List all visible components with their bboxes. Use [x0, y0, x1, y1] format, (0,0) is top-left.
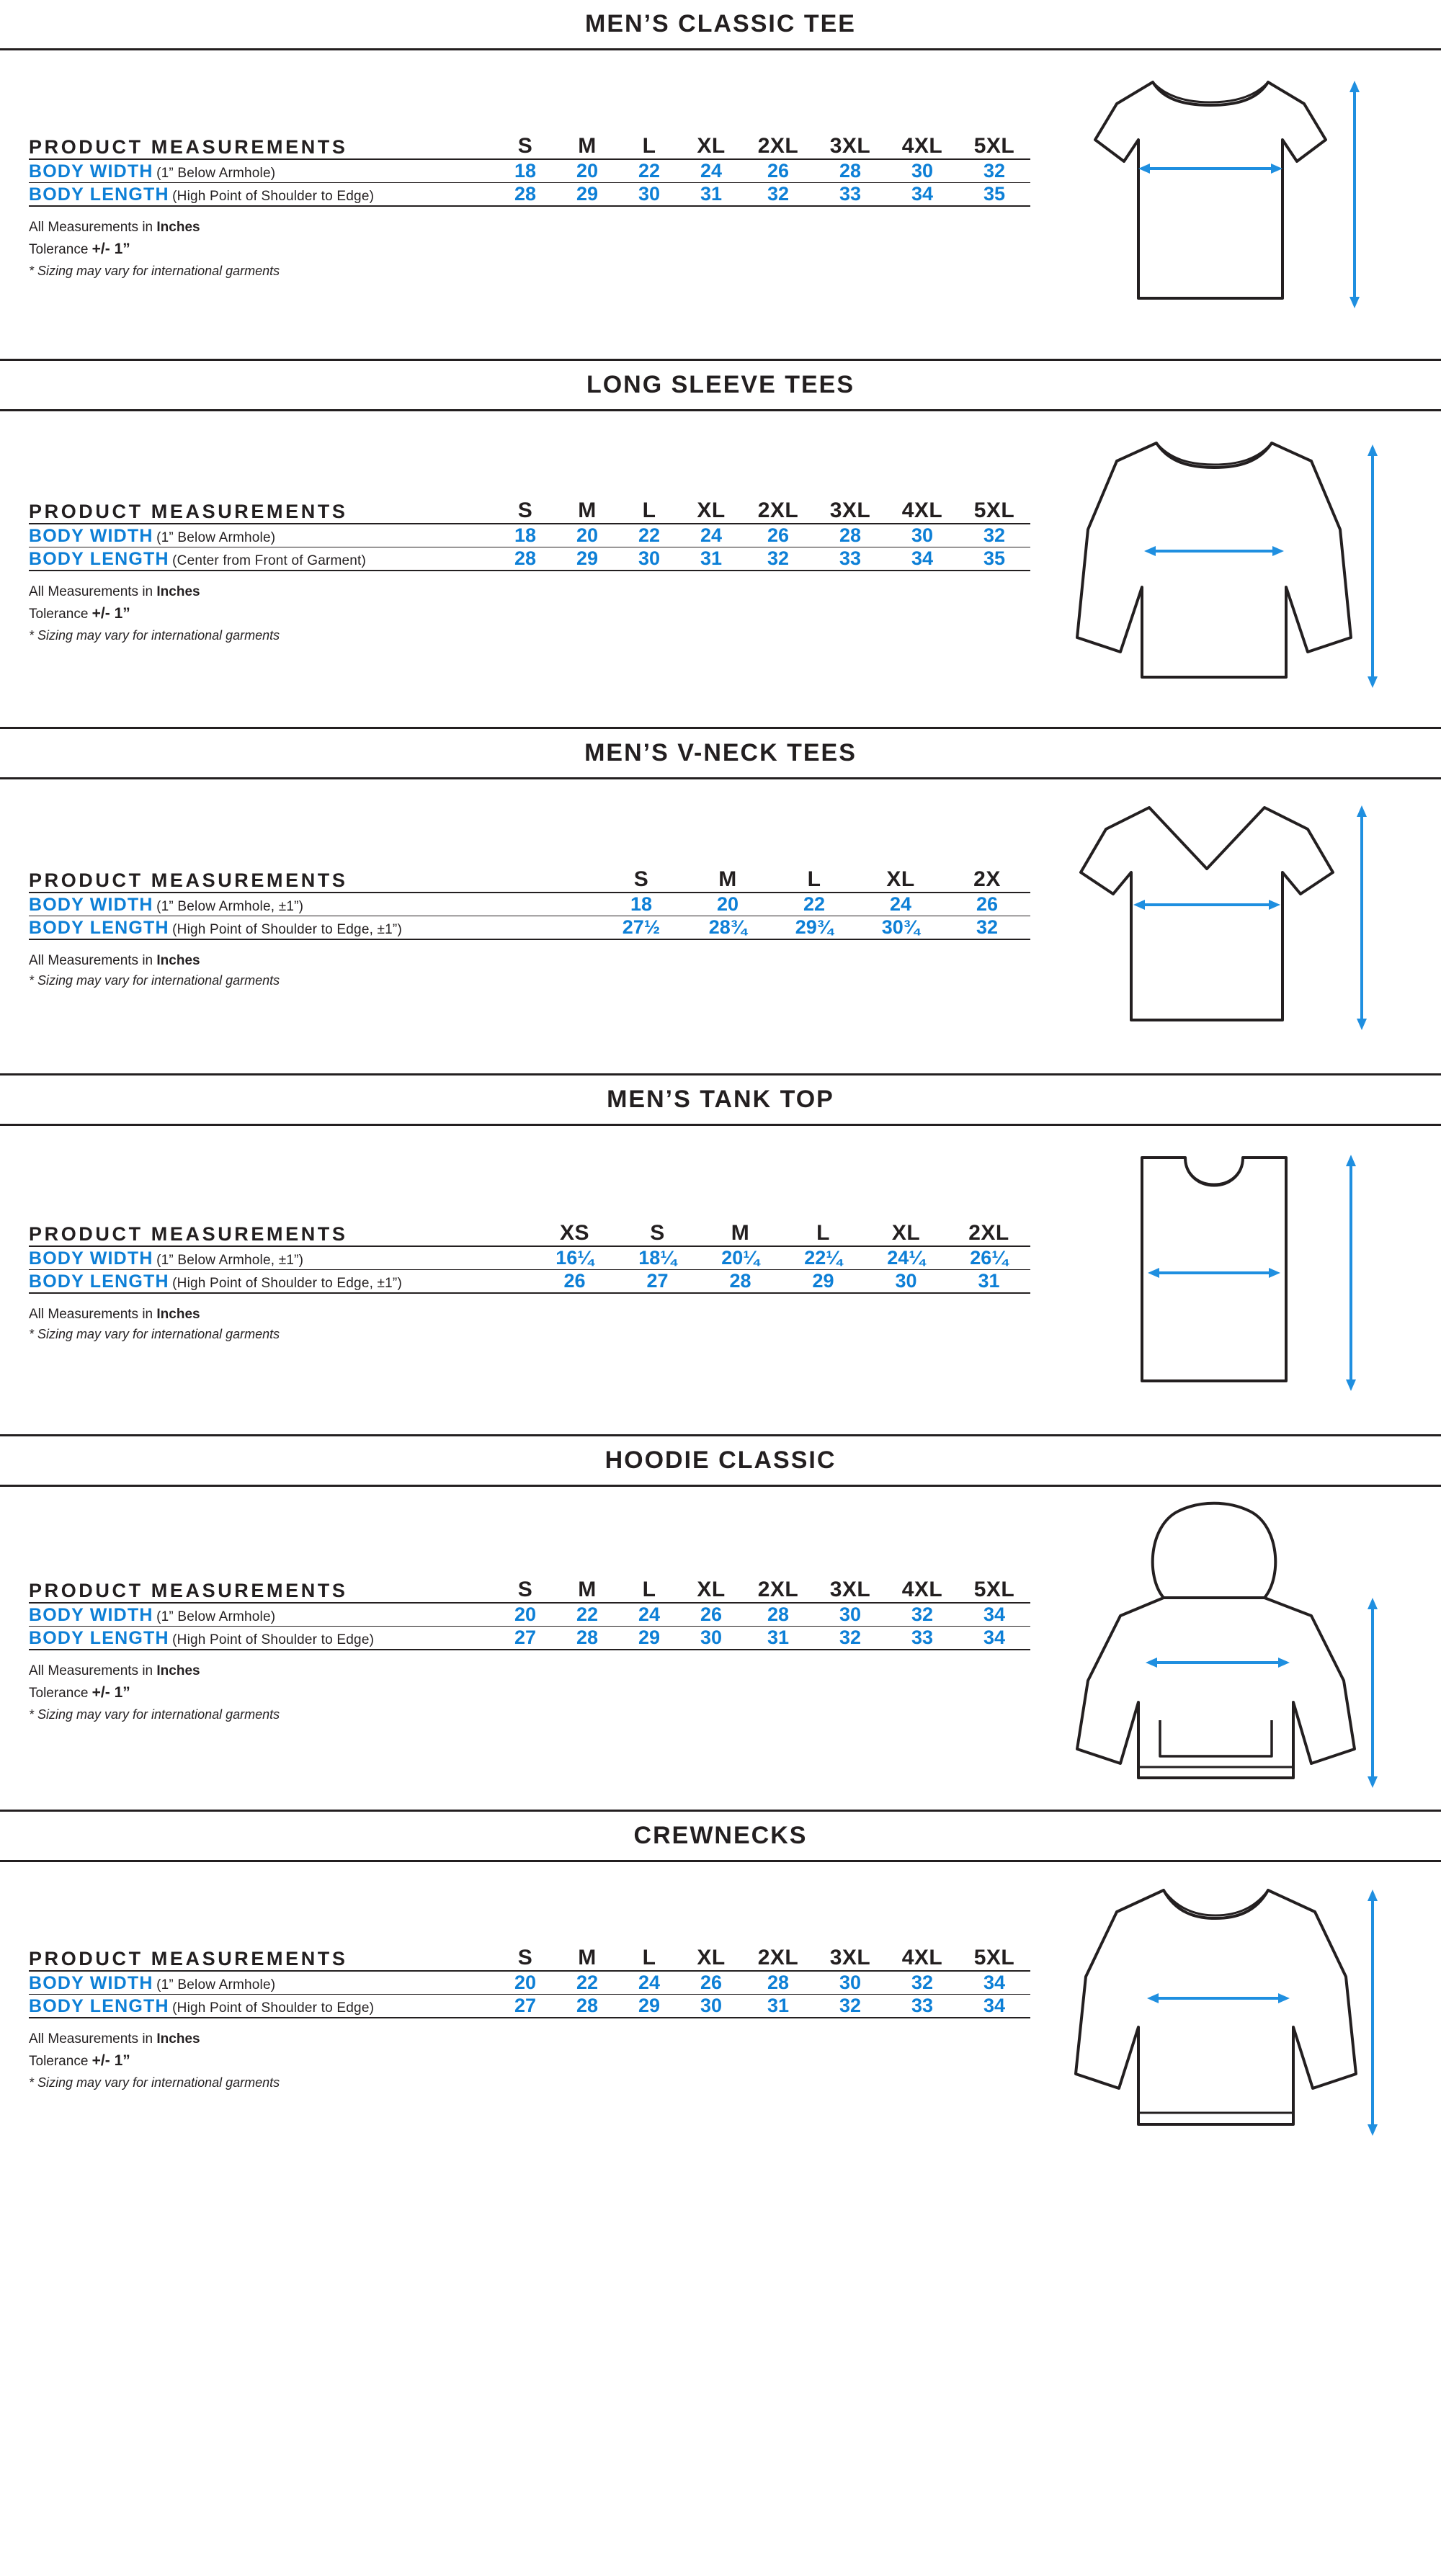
cell-value: 31: [680, 547, 742, 571]
cell-value: 22: [618, 524, 680, 547]
measurement-table: [29, 134, 1030, 207]
header-size-2xl: 2XL: [947, 1221, 1030, 1246]
cell-value: 24: [618, 1603, 680, 1627]
table-header-row: [29, 1946, 1030, 1971]
header-size-l: L: [782, 1221, 865, 1246]
garment-illustration-tank-top: [1030, 1126, 1441, 1434]
header-size-m: M: [556, 498, 618, 524]
header-size-4xl: 4XL: [886, 498, 958, 524]
long-sleeve-tee-icon: [1059, 421, 1391, 717]
cell-value: 27: [616, 1269, 699, 1293]
garment-illustration-long-sleeve-tee: [1030, 411, 1441, 727]
cell-value: 20: [684, 893, 771, 916]
header-size-4xl: 4XL: [886, 1578, 958, 1603]
cell-value: 30: [814, 1971, 886, 1995]
cell-value: 31: [680, 182, 742, 206]
cell-value: 26: [680, 1971, 742, 1995]
measurement-table-container: [0, 411, 1030, 727]
cell-value: 30: [886, 159, 958, 183]
cell-value: 28: [494, 182, 556, 206]
section-title: LONG SLEEVE TEES: [0, 361, 1441, 411]
header-size-s: S: [494, 1946, 556, 1971]
row-note: (High Point of Shoulder to Edge): [172, 188, 375, 204]
crewneck-icon: [1056, 1872, 1394, 2160]
cell-value: 28: [699, 1269, 782, 1293]
section-title: HOODIE CLASSIC: [0, 1436, 1441, 1487]
cell-value: 32: [742, 182, 814, 206]
cell-value: 30: [865, 1269, 947, 1293]
section-hoodie-classic: [0, 1434, 1441, 1810]
header-size-m: M: [684, 867, 771, 893]
header-size-s: S: [494, 134, 556, 159]
cell-value: 27½: [598, 916, 684, 939]
note-disclaimer: * Sizing may vary for international garments: [29, 1327, 280, 1342]
row-name: BODY WIDTH: [29, 894, 153, 915]
header-size-2xl: 2XL: [742, 1946, 814, 1971]
cell-value: 29: [556, 547, 618, 571]
table-row: [29, 1269, 1030, 1293]
cell-value: 24: [680, 524, 742, 547]
row-label-body-length: [29, 1626, 494, 1650]
header-size-s: S: [494, 1578, 556, 1603]
cell-value: 31: [742, 1994, 814, 2018]
cell-value: 24: [680, 159, 742, 183]
notes-block: [29, 207, 1030, 282]
section-title: MEN’S CLASSIC TEE: [0, 0, 1441, 50]
cell-value: 26: [680, 1603, 742, 1627]
garment-illustration-short-sleeve-tee: [1030, 50, 1441, 359]
row-label-body-length: [29, 916, 598, 939]
header-size-s: S: [598, 867, 684, 893]
note-tolerance: Tolerance +/- 1”: [29, 605, 130, 622]
cell-value: 28: [556, 1994, 618, 2018]
cell-value: 22: [556, 1603, 618, 1627]
note-units: All Measurements in Inches: [29, 1663, 200, 1678]
header-size-m: M: [699, 1221, 782, 1246]
header-size-xs: XS: [533, 1221, 616, 1246]
measurement-table: [29, 1221, 1030, 1294]
row-label-body-length: [29, 182, 494, 206]
row-name: BODY LENGTH: [29, 1271, 169, 1292]
row-name: BODY LENGTH: [29, 917, 169, 938]
table-header-row: [29, 1221, 1030, 1246]
header-product-measurements: PRODUCT MEASUREMENTS: [29, 1946, 494, 1971]
cell-value: 28: [814, 159, 886, 183]
row-label-body-width: [29, 1603, 494, 1627]
cell-value: 32: [958, 524, 1030, 547]
header-size-2x: 2X: [944, 867, 1030, 893]
header-size-l: L: [618, 1578, 680, 1603]
cell-value: 33: [814, 182, 886, 206]
row-note: (1” Below Armhole): [156, 1609, 276, 1624]
cell-value: 31: [947, 1269, 1030, 1293]
header-size-s: S: [616, 1221, 699, 1246]
header-size-m: M: [556, 1946, 618, 1971]
cell-value: 33: [886, 1994, 958, 2018]
note-disclaimer: * Sizing may vary for international garments: [29, 263, 280, 278]
note-disclaimer: * Sizing may vary for international garments: [29, 627, 280, 643]
cell-value: 27: [494, 1994, 556, 2018]
cell-value: 18: [494, 524, 556, 547]
header-size-xl: XL: [680, 1578, 742, 1603]
header-size-5xl: 5XL: [958, 1946, 1030, 1971]
header-size-5xl: 5XL: [958, 498, 1030, 524]
measurement-table-container: [0, 1126, 1030, 1434]
cell-value: 24: [618, 1971, 680, 1995]
row-name: BODY LENGTH: [29, 1995, 169, 2016]
cell-value: 34: [958, 1626, 1030, 1650]
header-product-measurements: PRODUCT MEASUREMENTS: [29, 134, 494, 159]
header-size-l: L: [618, 498, 680, 524]
header-product-measurements: PRODUCT MEASUREMENTS: [29, 867, 598, 893]
garment-illustration-crewneck: [1030, 1862, 1441, 2170]
cell-value: 18¼: [616, 1246, 699, 1270]
note-units: All Measurements in Inches: [29, 219, 200, 235]
row-name: BODY LENGTH: [29, 1627, 169, 1648]
garment-illustration-v-neck-tee: [1030, 779, 1441, 1073]
cell-value: 29: [782, 1269, 865, 1293]
cell-value: 22: [556, 1971, 618, 1995]
cell-value: 34: [886, 182, 958, 206]
row-label-body-length: [29, 547, 494, 571]
header-product-measurements: PRODUCT MEASUREMENTS: [29, 1221, 533, 1246]
row-note: (High Point of Shoulder to Edge): [172, 1632, 375, 1647]
notes-block: [29, 1294, 1030, 1345]
header-product-measurements: PRODUCT MEASUREMENTS: [29, 498, 494, 524]
cell-value: 32: [814, 1626, 886, 1650]
cell-value: 16¼: [533, 1246, 616, 1270]
header-size-2xl: 2XL: [742, 498, 814, 524]
row-label-body-length: [29, 1269, 533, 1293]
note-disclaimer: * Sizing may vary for international garments: [29, 2075, 280, 2090]
row-label-body-width: [29, 893, 598, 916]
notes-block: [29, 1650, 1030, 1725]
cell-value: 28: [742, 1603, 814, 1627]
row-name: BODY WIDTH: [29, 161, 153, 182]
measurement-table: [29, 1578, 1030, 1650]
table-header-row: [29, 867, 1030, 893]
header-size-3xl: 3XL: [814, 498, 886, 524]
cell-value: 29: [618, 1994, 680, 2018]
cell-value: 28: [494, 547, 556, 571]
row-name: BODY WIDTH: [29, 1604, 153, 1625]
header-size-5xl: 5XL: [958, 1578, 1030, 1603]
cell-value: 33: [886, 1626, 958, 1650]
cell-value: 34: [958, 1603, 1030, 1627]
cell-value: 22¼: [782, 1246, 865, 1270]
cell-value: 18: [494, 159, 556, 183]
table-row: [29, 547, 1030, 571]
section-mens-classic-tee: [0, 0, 1441, 359]
cell-value: 18: [598, 893, 684, 916]
table-row: [29, 1246, 1030, 1270]
row-note: (High Point of Shoulder to Edge, ±1”): [172, 921, 402, 937]
notes-block: [29, 2018, 1030, 2093]
cell-value: 32: [886, 1971, 958, 1995]
cell-value: 34: [958, 1994, 1030, 2018]
measurement-table-container: [0, 1487, 1030, 1810]
row-note: (1” Below Armhole): [156, 165, 276, 181]
cell-value: 32: [814, 1994, 886, 2018]
note-disclaimer: * Sizing may vary for international garments: [29, 973, 280, 988]
table-row: [29, 1971, 1030, 1995]
cell-value: 30¾: [857, 916, 944, 939]
short-sleeve-tee-icon: [1066, 61, 1383, 349]
row-label-body-width: [29, 1246, 533, 1270]
cell-value: 20: [494, 1603, 556, 1627]
cell-value: 30: [814, 1603, 886, 1627]
header-size-xl: XL: [680, 134, 742, 159]
table-row: [29, 1994, 1030, 2018]
row-label-body-length: [29, 1994, 494, 2018]
notes-block: [29, 940, 1030, 991]
notes-block: [29, 571, 1030, 646]
table-row: [29, 1626, 1030, 1650]
row-name: BODY LENGTH: [29, 548, 169, 569]
cell-value: 26: [742, 159, 814, 183]
section-long-sleeve-tees: [0, 359, 1441, 727]
measurement-table-container: [0, 1862, 1030, 2170]
cell-value: 20: [556, 524, 618, 547]
cell-value: 32: [742, 547, 814, 571]
hoodie-icon: [1056, 1497, 1394, 1799]
note-disclaimer: * Sizing may vary for international garments: [29, 1707, 280, 1722]
header-size-2xl: 2XL: [742, 134, 814, 159]
measurement-table: [29, 1946, 1030, 2018]
header-size-4xl: 4XL: [886, 134, 958, 159]
cell-value: 30: [618, 547, 680, 571]
table-row: [29, 1603, 1030, 1627]
table-row: [29, 182, 1030, 206]
section-title: CREWNECKS: [0, 1812, 1441, 1862]
cell-value: 27: [494, 1626, 556, 1650]
row-name: BODY LENGTH: [29, 184, 169, 205]
header-size-xl: XL: [857, 867, 944, 893]
header-size-2xl: 2XL: [742, 1578, 814, 1603]
measurement-table: [29, 498, 1030, 571]
cell-value: 24¼: [865, 1246, 947, 1270]
header-size-4xl: 4XL: [886, 1946, 958, 1971]
table-row: [29, 159, 1030, 183]
header-size-l: L: [618, 1946, 680, 1971]
header-size-m: M: [556, 134, 618, 159]
cell-value: 35: [958, 182, 1030, 206]
measurement-table-container: [0, 50, 1030, 359]
row-note: (High Point of Shoulder to Edge, ±1”): [172, 1275, 402, 1291]
header-size-l: L: [618, 134, 680, 159]
table-header-row: [29, 1578, 1030, 1603]
measurement-table: [29, 867, 1030, 940]
header-size-3xl: 3XL: [814, 1946, 886, 1971]
note-units: All Measurements in Inches: [29, 952, 200, 968]
row-note: (High Point of Shoulder to Edge): [172, 2000, 375, 2016]
table-row: [29, 893, 1030, 916]
v-neck-tee-icon: [1056, 790, 1394, 1063]
note-units: All Measurements in Inches: [29, 1306, 200, 1322]
header-size-3xl: 3XL: [814, 134, 886, 159]
section-mens-tank-top: [0, 1073, 1441, 1434]
row-note: (1” Below Armhole): [156, 1977, 276, 1993]
section-crewnecks: [0, 1810, 1441, 2170]
row-label-body-width: [29, 1971, 494, 1995]
header-size-xl: XL: [680, 498, 742, 524]
cell-value: 26: [742, 524, 814, 547]
cell-value: 28: [742, 1971, 814, 1995]
cell-value: 28: [814, 524, 886, 547]
note-units: All Measurements in Inches: [29, 2031, 200, 2047]
cell-value: 35: [958, 547, 1030, 571]
table-header-row: [29, 498, 1030, 524]
table-row: [29, 916, 1030, 939]
row-name: BODY WIDTH: [29, 525, 153, 546]
cell-value: 22: [618, 159, 680, 183]
measurement-table-container: [0, 779, 1030, 1073]
cell-value: 32: [958, 159, 1030, 183]
header-size-xl: XL: [680, 1946, 742, 1971]
row-name: BODY WIDTH: [29, 1248, 153, 1269]
section-title: MEN’S V-NECK TEES: [0, 729, 1441, 779]
cell-value: 29¾: [771, 916, 857, 939]
cell-value: 24: [857, 893, 944, 916]
section-mens-v-neck-tees: [0, 727, 1441, 1073]
cell-value: 26¼: [947, 1246, 1030, 1270]
header-size-5xl: 5XL: [958, 134, 1030, 159]
cell-value: 30: [886, 524, 958, 547]
header-size-3xl: 3XL: [814, 1578, 886, 1603]
cell-value: 20: [494, 1971, 556, 1995]
row-name: BODY WIDTH: [29, 1972, 153, 1993]
row-note: (1” Below Armhole, ±1”): [156, 1252, 304, 1268]
cell-value: 30: [618, 182, 680, 206]
garment-illustration-hoodie: [1030, 1487, 1441, 1810]
header-size-m: M: [556, 1578, 618, 1603]
cell-value: 28¾: [684, 916, 771, 939]
row-label-body-width: [29, 524, 494, 547]
cell-value: 30: [680, 1994, 742, 2018]
cell-value: 33: [814, 547, 886, 571]
note-units: All Measurements in Inches: [29, 583, 200, 599]
row-note: (1” Below Armhole, ±1”): [156, 898, 304, 914]
header-product-measurements: PRODUCT MEASUREMENTS: [29, 1578, 494, 1603]
header-size-l: L: [771, 867, 857, 893]
cell-value: 32: [886, 1603, 958, 1627]
cell-value: 22: [771, 893, 857, 916]
table-header-row: [29, 134, 1030, 159]
section-title: MEN’S TANK TOP: [0, 1075, 1441, 1126]
cell-value: 29: [556, 182, 618, 206]
note-tolerance: Tolerance +/- 1”: [29, 2052, 130, 2069]
cell-value: 30: [680, 1626, 742, 1650]
note-tolerance: Tolerance +/- 1”: [29, 1684, 130, 1701]
cell-value: 20: [556, 159, 618, 183]
cell-value: 34: [886, 547, 958, 571]
cell-value: 34: [958, 1971, 1030, 1995]
header-size-xl: XL: [865, 1221, 947, 1246]
row-label-body-width: [29, 159, 494, 183]
cell-value: 31: [742, 1626, 814, 1650]
cell-value: 29: [618, 1626, 680, 1650]
note-tolerance: Tolerance +/- 1”: [29, 241, 130, 257]
table-row: [29, 524, 1030, 547]
cell-value: 32: [944, 916, 1030, 939]
cell-value: 20¼: [699, 1246, 782, 1270]
tank-top-icon: [1063, 1136, 1387, 1424]
cell-value: 26: [533, 1269, 616, 1293]
cell-value: 26: [944, 893, 1030, 916]
row-note: (Center from Front of Garment): [172, 553, 367, 568]
cell-value: 28: [556, 1626, 618, 1650]
row-note: (1” Below Armhole): [156, 529, 276, 545]
header-size-s: S: [494, 498, 556, 524]
